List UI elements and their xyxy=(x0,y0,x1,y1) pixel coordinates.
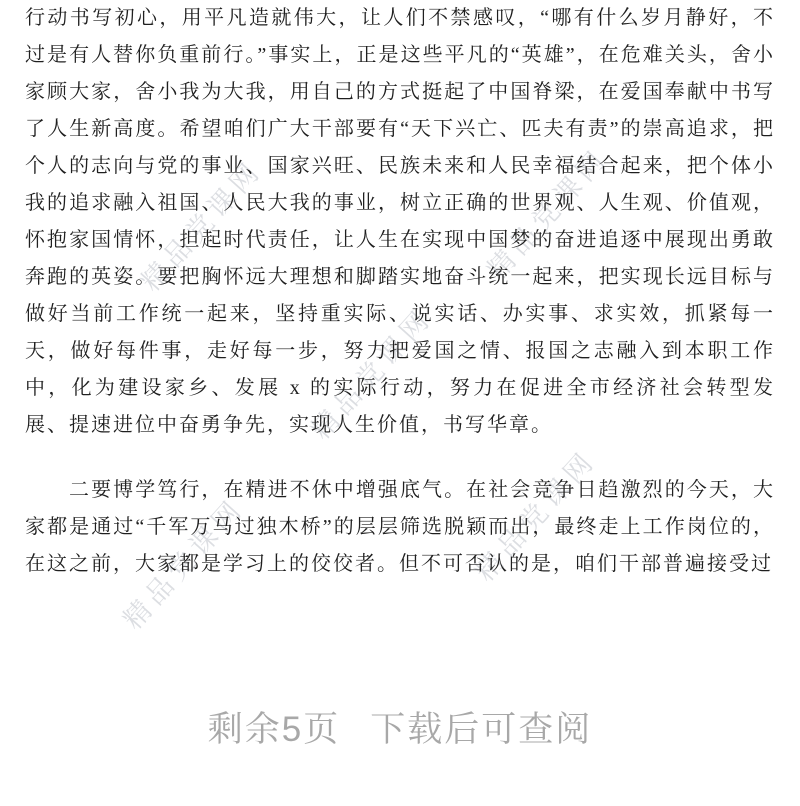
watermark-text: 精品党课网 xyxy=(469,444,603,588)
remaining-pages-notice[interactable] xyxy=(0,702,800,752)
watermark-text: 精品党课网 xyxy=(117,492,251,636)
watermark-text: 精品党课网 xyxy=(135,154,269,298)
pages-remaining-label: 剩余5页 xyxy=(207,710,341,749)
paragraph-continued: 行动书写初心，用平凡造就伟大，让人们不禁感叹，“哪有什么岁月静好，不过是有人替你负重前行。”事实上，正是这些平凡的“英雄”，在危难关头，舍小家顾大家，舍小我为大我，用自己的方式挺起了中国脊梁，在爱国奉献中书写了人生新高度。希望咱们广大干部要有“天下兴亡、匹夫有责”的崇高追求，把个人的志向与党的事业、国家兴旺、民族未来和人民幸福结合起来，把个体小我的追求融入祖国、人民大我的事业，树立正确的世界观、人生观、价值观，怀抱家国情怀，担起时代责任，让人生在实现中国梦的奋进追逐中展现出勇敢奔跑的英姿。要把胸怀远大理想和脚踏实地奋斗统一起来，把实现长远目标与做好当前工作统一起来，坚持重实际、说实话、办实事、求实效，抓紧每一天，做好每件事，走好每一步，努力把爱国之情、报国之志融入到本职工作中，化为建设家乡、发展 x 的实际行动，努力在促进全市经济社会转型发展、提速进位中奋勇争先，实现人生价值，书写华章。 xyxy=(25,7,775,436)
watermark-text: 精品党课网 xyxy=(481,142,615,286)
download-hint-label: 下载后可查阅 xyxy=(370,710,593,749)
watermark-text: 精品党课网 xyxy=(305,302,439,446)
paragraph: 二要博学笃行，在精进不休中增强底气。在社会竞争日趋激烈的今天，大家都是通过“千军万马过独木桥”的层层筛选脱颖而出，最终走上工作岗位的，在这之前，大家都是学习上的佼佼者。但不可否认的是，咱们干部普遍接受过 xyxy=(25,479,775,575)
document-body xyxy=(25,0,775,583)
